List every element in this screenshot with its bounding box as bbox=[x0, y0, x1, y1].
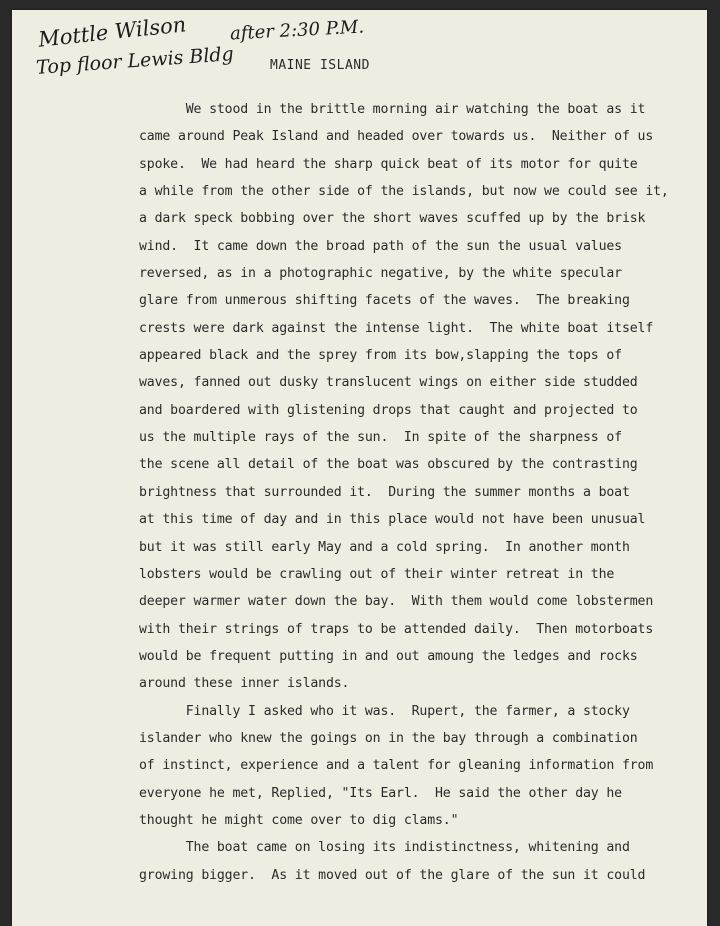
text-line: wind. It came down the broad path of the sun the usual values bbox=[139, 238, 622, 254]
text-line: growing bigger. As it moved out of the glare of the sun it could bbox=[139, 867, 646, 883]
handwritten-location: Top floor Lewis Bldg bbox=[35, 43, 235, 79]
text-line: us the multiple rays of the sun. In spite of the sharpness of bbox=[139, 430, 622, 446]
text-line: around these inner islands. bbox=[139, 676, 350, 692]
text-line: and boardered with glistening drops that caught and projected to bbox=[139, 402, 638, 418]
text-line: waves, fanned out dusky translucent wings on either side studded bbox=[139, 375, 638, 391]
text-line: with their strings of traps to be attended daily. Then motorboats bbox=[139, 621, 654, 637]
text-line: a dark speck bobbing over the short waves scuffed up by the brisk bbox=[139, 211, 646, 227]
text-line: crests were dark against the intense light. The white boat itself bbox=[139, 320, 654, 336]
text-line: appeared black and the sprey from its bow,slapping the tops of bbox=[139, 348, 622, 364]
text-line: everyone he met, Replied, "Its Earl. He said the other day he bbox=[139, 785, 622, 801]
text-line: brightness that surrounded it. During the summer months a boat bbox=[139, 484, 630, 500]
handwritten-name: Mottle Wilson bbox=[37, 12, 188, 52]
text-line: glare from unmerous shifting facets of the waves. The breaking bbox=[139, 293, 630, 309]
typed-body bbox=[139, 96, 699, 889]
text-line: islander who knew the goings on in the bay through a combination bbox=[139, 730, 638, 746]
text-line: spoke. We had heard the sharp quick beat of its motor for quite bbox=[139, 156, 638, 172]
text-line: would be frequent putting in and out amoung the ledges and rocks bbox=[139, 648, 638, 664]
text-line: of instinct, experience and a talent for gleaning information from bbox=[139, 758, 654, 774]
document-page bbox=[12, 10, 707, 926]
document-title: MAINE ISLAND bbox=[270, 58, 370, 73]
text-line: reversed, as in a photographic negative, by the white specular bbox=[139, 266, 622, 282]
text-line: a while from the other side of the islands, but now we could see it, bbox=[139, 184, 669, 200]
text-line: at this time of day and in this place would not have been unusual bbox=[139, 512, 646, 528]
text-line: deeper warmer water down the bay. With them would come lobstermen bbox=[139, 594, 654, 610]
text-line: lobsters would be crawling out of their winter retreat in the bbox=[139, 566, 615, 582]
text-line: came around Peak Island and headed over towards us. Neither of us bbox=[139, 129, 654, 145]
text-line: but it was still early May and a cold spring. In another month bbox=[139, 539, 630, 555]
handwritten-time: after 2:30 P.M. bbox=[229, 16, 365, 45]
text-line: the scene all detail of the boat was obscured by the contrasting bbox=[139, 457, 638, 473]
text-line: thought he might come over to dig clams." bbox=[139, 812, 459, 828]
text-line: Finally I asked who it was. Rupert, the farmer, a stocky bbox=[139, 703, 630, 719]
text-line: The boat came on losing its indistinctness, whitening and bbox=[139, 840, 630, 856]
text-line: We stood in the brittle morning air watching the boat as it bbox=[139, 102, 646, 117]
